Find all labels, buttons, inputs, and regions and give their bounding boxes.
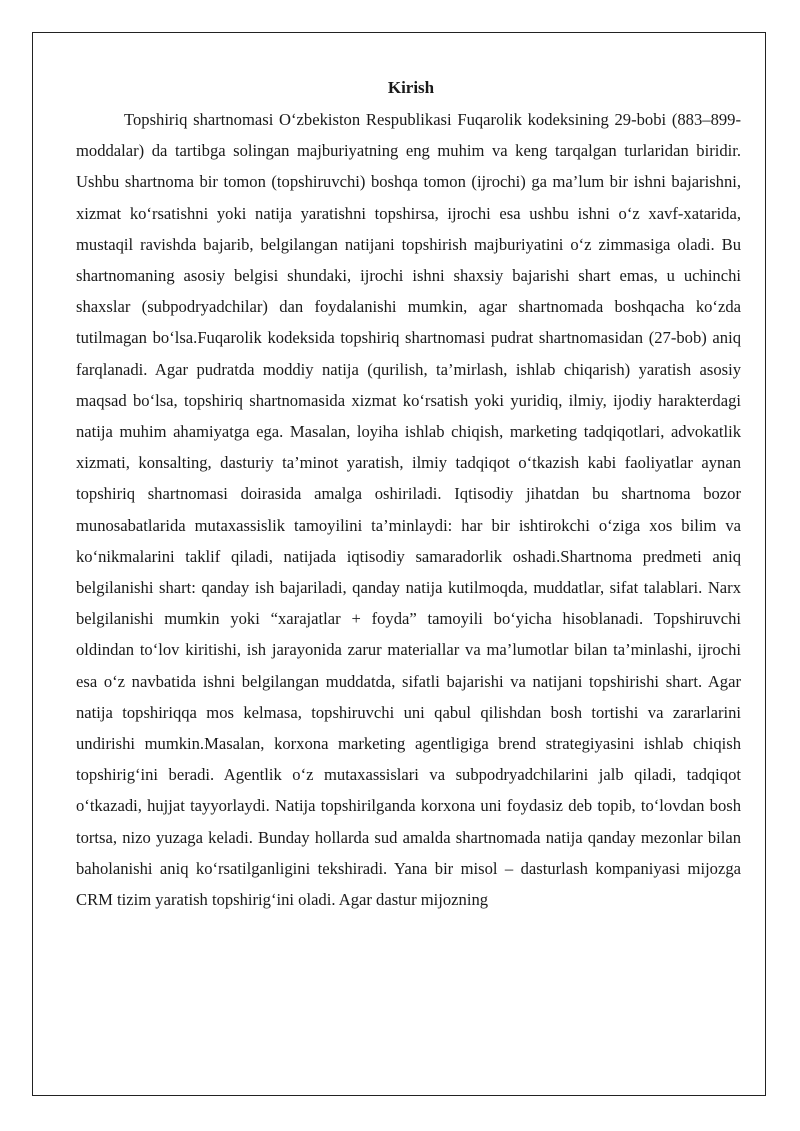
document-title: Kirish — [387, 78, 435, 97]
document-content — [76, 72, 741, 915]
body-paragraph: Topshiriq shartnomasi O‘zbekiston Respublikasi Fuqarolik kodeksining 29-bobi (883–899-moddalar) da tartibga solingan majburiyatning eng muhim va keng tarqalgan turlaridan biridir. Ushbu shartnoma bir tomon (topshiruvchi) boshqa tomon (ijrochi) ga ma’lum bir ishni bajarishni, xizmat ko‘rsatishni yoki natija yaratishni topshirsa, ijrochi esa ushbu ishni o‘z xavf-xatarida, mustaqil ravishda bajarib, belgilangan natijani topshirish majburiyatini o‘z zimmasiga oladi. Bu shartnomaning asosiy belgisi shundaki, ijrochi ishni shaxsiy bajarishi shart emas, u uchinchi shaxslar (subpodryadchilar) dan foydalanishi mumkin, agar shartnomada boshqacha ko‘zda tutilmagan bo‘lsa.Fuqarolik kodeksida topshiriq shartnomasi pudrat shartnomasidan (27-bob) aniq farqlanadi. Agar pudratda moddiy natija (qurilish, ta’mirlash, ishlab chiqarish) yaratish asosiy maqsad bo‘lsa, topshiriq shartnomasida xizmat ko‘rsatish yoki yuridiq, ilmiy, ijodiy harakterdagi natija muhim ahamiyatga ega. Masalan, loyiha ishlab chiqish, marketing tadqiqotlari, advokatlik xizmati, konsalting, dasturiy ta’minot yaratish, ilmiy tadqiqot o‘tkazish kabi faoliyatlar aynan topshiriq shartnomasi doirasida amalga oshiriladi. Iqtisodiy jihatdan bu shartnoma bozor munosabatlarida mutaxassislik tamoyilini ta’minlaydi: har bir ishtirokchi o‘ziga xos bilim va ko‘nikmalarini taklif qiladi, natijada iqtisodiy samaradorlik oshadi.Shartnoma predmeti aniq belgilanishi shart: qanday ish bajariladi, qanday natija kutilmoqda, muddatlar, sifat talablari. Narx belgilanishi mumkin yoki “xarajatlar + foyda” tamoyili bo‘yicha hisoblanadi. Topshiruvchi oldindan to‘lov kiritishi, ish jarayonida zarur materiallar va ma’lumotlar bilan ta’minlashi, ijrochi esa o‘z navbatida ishni belgilangan muddatda, sifatli bajarishi va natijani topshirishi shart. Agar natija topshiriqqa mos kelmasa, topshiruvchi uni qabul qilishdan bosh tortishi va zararlarini undirishi mumkin.Masalan, korxona marketing agentligiga brend strategiyasini ishlab chiqish topshirig‘ini beradi. Agentlik o‘z mutaxassislari va subpodryadchilarini jalb qiladi, tadqiqot o‘tkazadi, hujjat tayyorlaydi. Natija topshirilganda korxona uni foydasiz deb topib, to‘lovdan bosh tortsa, nizo yuzaga keladi. Bunday hollarda sud amalda shartnomada natija qanday mezonlar bilan baholanishi aniq ko‘rsatilganligini tekshiradi. Yana bir misol – dasturlash kompaniyasi mijozga CRM tizim yaratish topshirig‘ini oladi. Agar dastur mijozning — [76, 110, 741, 910]
